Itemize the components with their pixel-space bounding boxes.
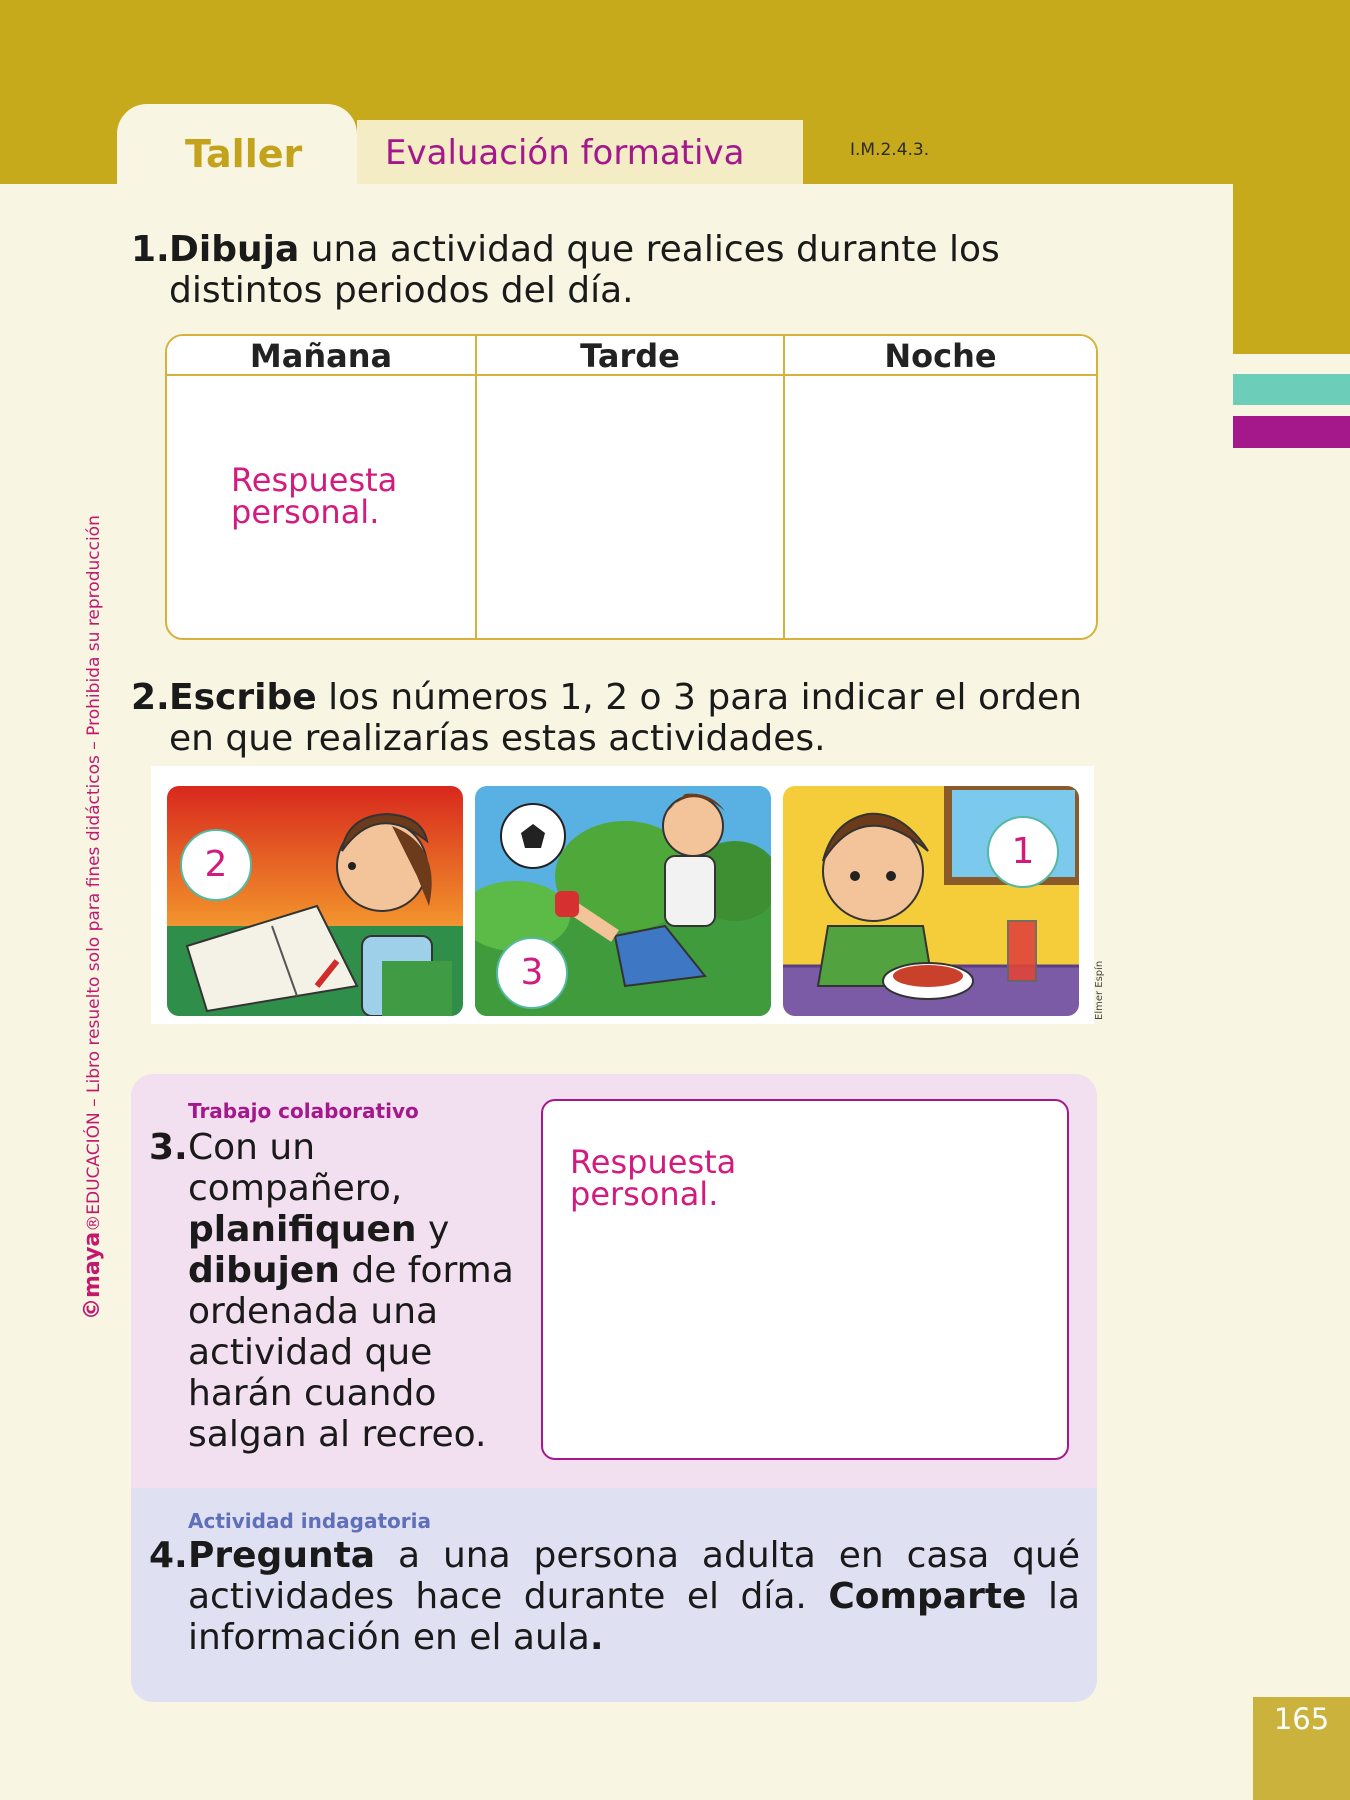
section-title-tab	[357, 120, 803, 184]
q4-text-2: la información en el aula	[188, 1576, 1081, 1658]
q4-number: 4.	[149, 1535, 188, 1576]
order-badge-breakfast: 1	[987, 816, 1059, 888]
inquiry-label: Actividad indagatoria	[188, 1509, 431, 1533]
illustration-credit: Elmer Espín	[1094, 960, 1105, 1020]
q2-text	[169, 677, 1094, 759]
q3-text	[188, 1127, 518, 1455]
q1-drawing-table	[165, 334, 1098, 640]
q4-verb-1: Pregunta	[188, 1535, 376, 1576]
indicator-code: I.M.2.4.3.	[850, 140, 930, 160]
q4-text	[188, 1535, 1080, 1658]
q3-text-1: Con un compañero,	[188, 1127, 403, 1209]
column-header-manana: Mañana	[167, 336, 475, 376]
studying-scene	[167, 786, 463, 1016]
order-badge-studying: 2	[180, 829, 252, 901]
copyright-notice	[80, 515, 105, 1320]
section-title: Evaluación formativa	[385, 133, 745, 173]
q1-number: 1.	[131, 229, 170, 270]
q2-verb: Escribe	[169, 677, 317, 718]
q3-text-2: y	[427, 1209, 450, 1250]
q1-answer: Respuesta personal.	[231, 461, 398, 531]
q3-text-3: de forma ordenada una actividad que harán cuando salgan al recreo.	[188, 1250, 514, 1455]
column-divider	[475, 336, 477, 638]
q3-verb-1: planifiquen	[188, 1209, 417, 1250]
right-band	[1233, 184, 1350, 354]
q3-number: 3.	[149, 1127, 188, 1168]
copyright-brand: ©maya	[80, 1231, 105, 1320]
q2-text-body: los números 1, 2 o 3 para indicar el orden en que realizarías estas actividades.	[169, 677, 1082, 759]
studying-illustration	[167, 786, 463, 1016]
copyright-text: ®EDUCACIÓN – Libro resuelto solo para fines didácticos – Prohibida su reproducción	[84, 515, 104, 1232]
column-header-tarde: Tarde	[477, 336, 783, 376]
taller-label: Taller	[185, 132, 303, 176]
collaborative-label: Trabajo colaborativo	[188, 1099, 419, 1123]
q3-verb-2: dibujen	[188, 1250, 340, 1291]
column-divider	[783, 336, 785, 638]
q2-image-strip	[151, 766, 1094, 1024]
taller-tab	[117, 104, 357, 184]
column-header-noche: Noche	[785, 336, 1096, 376]
order-badge-football: 3	[496, 937, 568, 1009]
page-number: 165	[1273, 1702, 1330, 1736]
q4-verb-2: Comparte	[828, 1576, 1027, 1617]
q3-answer: Respuesta personal.	[570, 1143, 737, 1213]
q4-end: .	[589, 1617, 604, 1658]
q1-text	[169, 229, 1093, 270]
q4-text-1: a una persona adulta en casa qué actividades hace durante el día.	[188, 1535, 1080, 1617]
magenta-stripe	[1233, 416, 1350, 448]
teal-stripe	[1233, 374, 1350, 405]
q1-text-line1: una actividad que realices durante los	[310, 229, 1000, 270]
q1-verb: Dibuja	[169, 229, 300, 270]
q1-text-line2: distintos periodos del día.	[169, 270, 634, 311]
q2-number: 2.	[131, 677, 170, 718]
q3-answer-box	[541, 1099, 1069, 1460]
